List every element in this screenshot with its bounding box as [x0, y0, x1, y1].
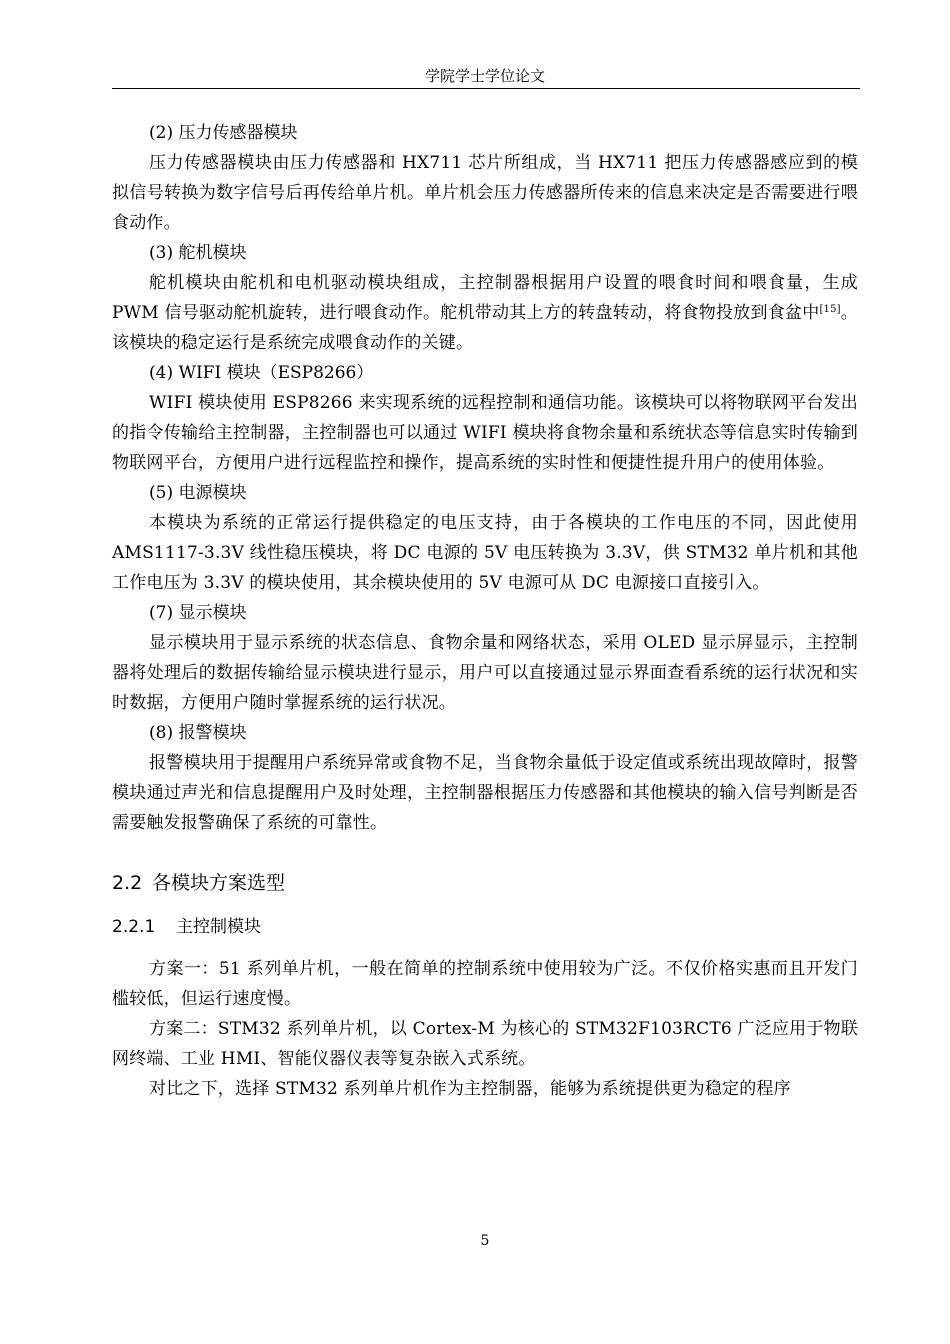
option-one-paragraph: 方案一：51 系列单片机，一般在简单的控制系统中使用较为广泛。不仅价格实惠而且开发门槛较低，但运行速度慢。 — [112, 959, 858, 1009]
section-title: 各模块方案选型 — [152, 872, 286, 894]
servo-text-part2: 。该模块的稳定运行是系统完成喂食动作的关键。 — [112, 303, 858, 353]
page-body — [112, 118, 858, 1104]
power-module-text: 本模块为系统的正常运行提供稳定的电压支持，由于各模块的工作电压的不同，因此使用 AMS1117-3.3V 线性稳压模块，将 DC 电源的 5V 电压转换为 3.3V，供 STM32 单片机和其他工作电压为 3.3V 的模块使用，其余模块使用的 5V 电源可从 DC 电源接口直接引入。 — [112, 513, 858, 593]
section-number: 2.2 — [112, 872, 143, 894]
option-two-paragraph: 方案二：STM32 系列单片机，以 Cortex-M 为核心的 STM32F103RCT6 广泛应用于物联网终端、工业 HMI、智能仪器仪表等复杂嵌入式系统。 — [112, 1019, 858, 1069]
subsection-title: 主控制模块 — [176, 917, 261, 937]
page-number: 5 — [480, 1233, 490, 1249]
pressure-module-text: 压力传感器模块由压力传感器和 HX711 芯片所组成，当 HX711 把压力传感器感应到的模拟信号转换为数字信号后再传给单片机。单片机会压力传感器所传来的信息来决定是否需要进行喂食动作。 — [112, 153, 858, 233]
comparison-paragraph: 对比之下，选择 STM32 系列单片机作为主控制器，能够为系统提供更为稳定的程序 — [149, 1079, 791, 1099]
display-module-text: 显示模块用于显示系统的状态信息、食物余量和网络状态，采用 OLED 显示屏显示，主控制器将处理后的数据传输给显示模块进行显示，用户可以直接通过显示界面查看系统的运行状况和实时数据，方便用户随时掌握系统的运行状况。 — [112, 633, 858, 713]
citation-ref[interactable]: [15] — [819, 304, 841, 315]
power-module-heading: (5) 电源模块 — [149, 483, 247, 503]
subsection-heading-2-2-1 — [112, 912, 858, 942]
servo-module-heading: (3) 舵机模块 — [149, 243, 247, 263]
wifi-module-text: WIFI 模块使用 ESP8266 来实现系统的远程控制和通信功能。该模块可以将物联网平台发出的指令传输给主控制器，主控制器也可以通过 WIFI 模块将食物余量和系统状态等信息实时传输到物联网平台，方便用户进行远程监控和操作，提高系统的实时性和便捷性提升用户的使用体验。 — [112, 393, 858, 473]
subsection-number: 2.2.1 — [112, 917, 156, 937]
running-header: 学院学士学位论文 — [424, 67, 545, 85]
header-rule — [112, 88, 860, 89]
alarm-module-heading: (8) 报警模块 — [149, 723, 247, 743]
alarm-module-text: 报警模块用于提醒用户系统异常或食物不足，当食物余量低于设定值或系统出现故障时，报警模块通过声光和信息提醒用户及时处理，主控制器根据压力传感器和其他模块的输入信号判断是否需要触发报警确保了系统的可靠性。 — [112, 753, 858, 833]
servo-text-part1: 舵机模块由舵机和电机驱动模块组成，主控制器根据用户设置的喂食时间和喂食量，生成 PWM 信号驱动舵机旋转，进行喂食动作。舵机带动其上方的转盘转动，将食物投放到食盆中 — [112, 273, 858, 323]
pressure-module-heading: (2) 压力传感器模块 — [149, 123, 298, 143]
wifi-module-heading: (4) WIFI 模块（ESP8266） — [149, 363, 374, 383]
display-module-heading: (7) 显示模块 — [149, 603, 247, 623]
servo-module-text — [112, 268, 858, 358]
section-heading-2-2 — [112, 868, 858, 898]
